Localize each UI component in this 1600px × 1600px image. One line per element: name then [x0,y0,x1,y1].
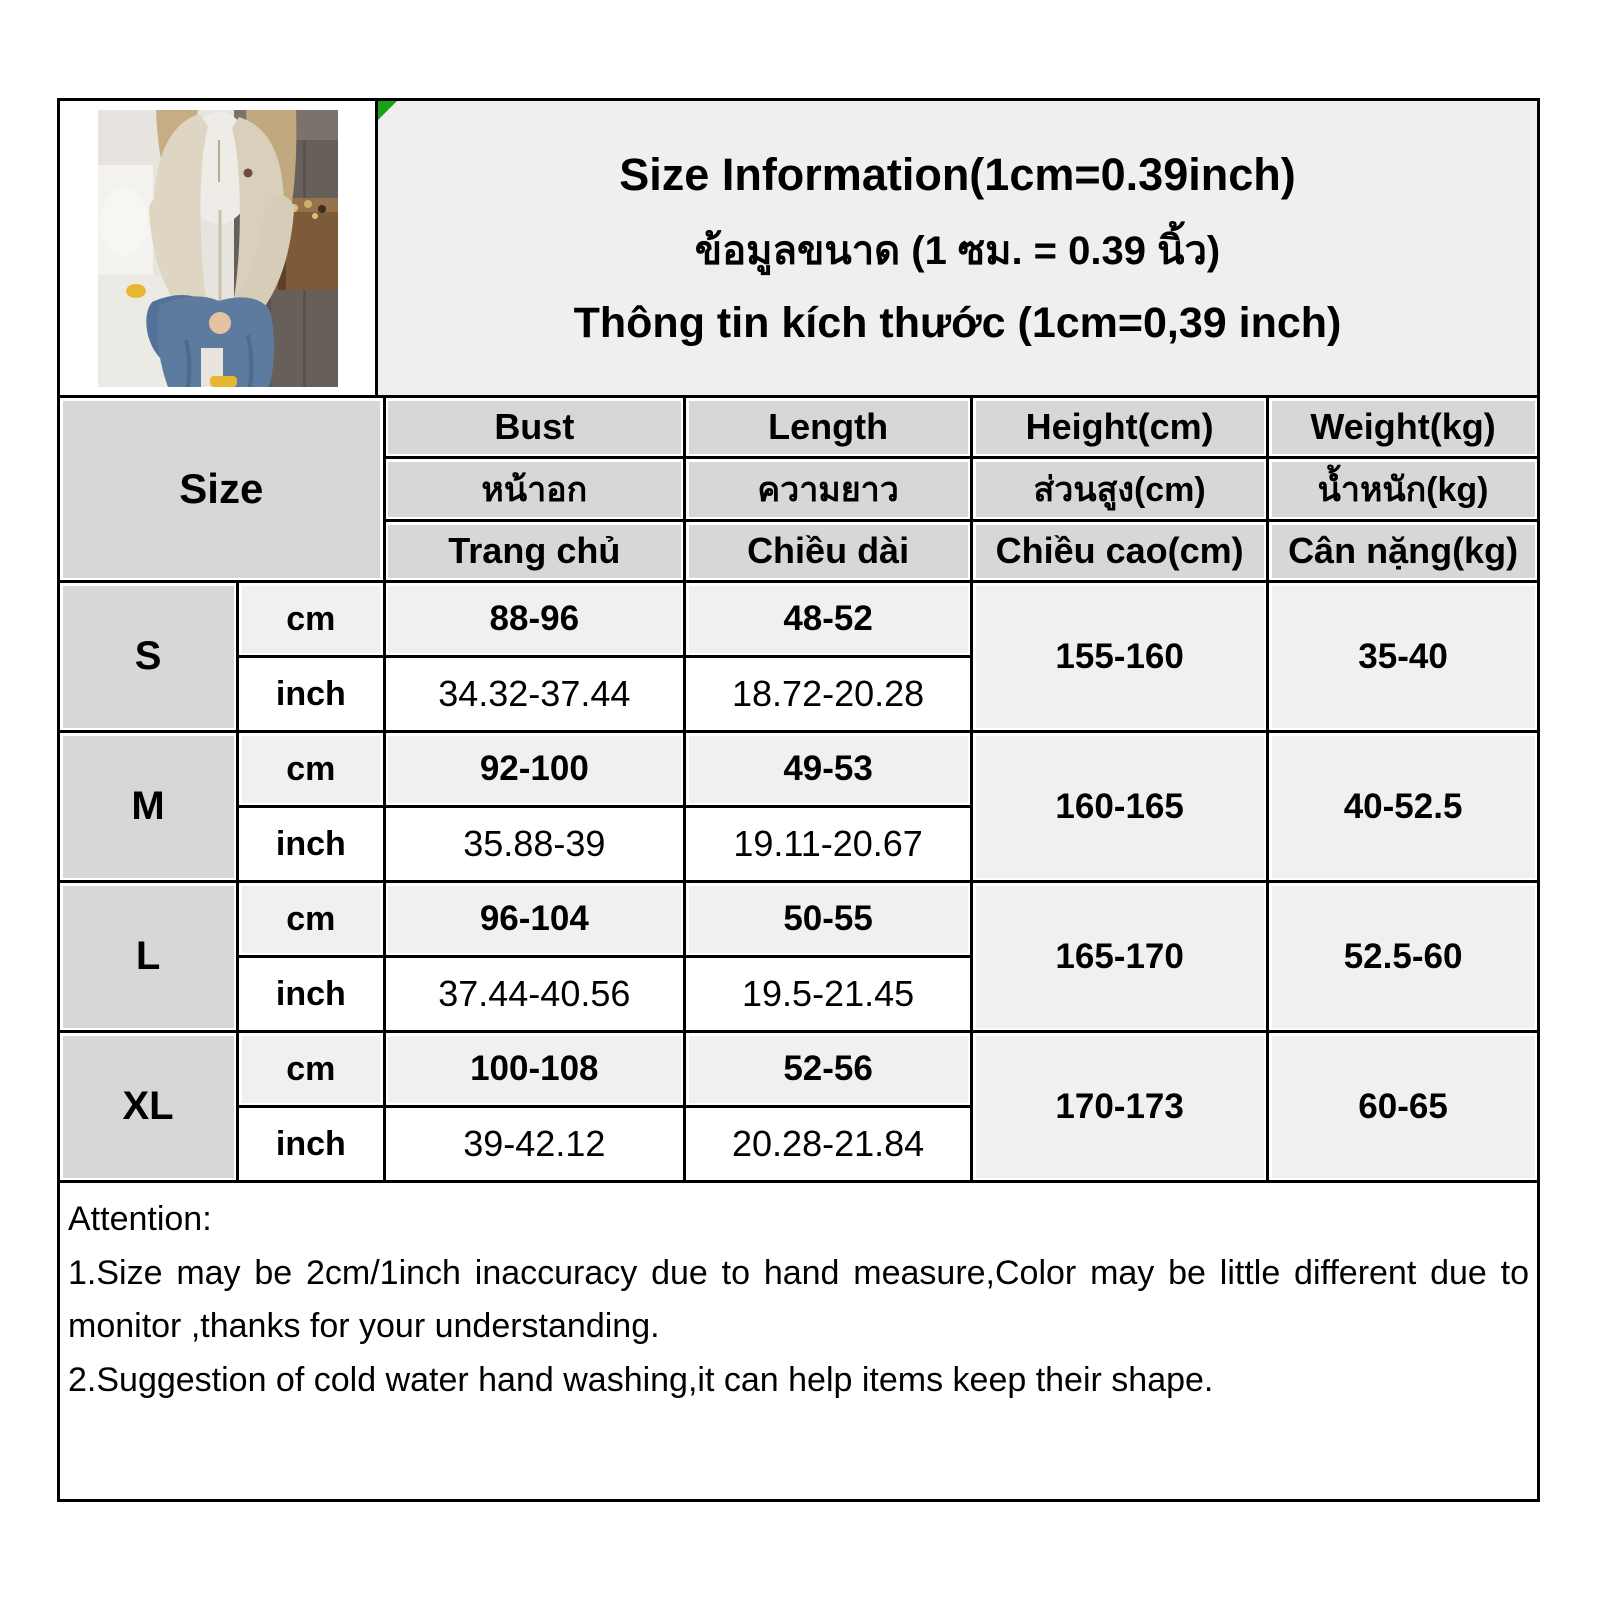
title-english: Size Information(1cm=0.39inch) [619,148,1296,200]
unit-cell: inch [238,657,385,732]
value-cell: 165-170 [972,882,1268,1032]
size-cell-xl: XL [59,1032,238,1182]
title-panel [378,101,1537,395]
value-cell: 50-55 [685,882,972,957]
attention-note-1: 1.Size may be 2cm/1inch inaccuracy due to hand measure,Color may be little different due to monitor ,thanks for your understanding. [68,1253,1529,1346]
value-cell: 48-52 [685,582,972,657]
value-cell: 35.88-39 [384,807,684,882]
header-height-en: Height(cm) [972,397,1268,458]
size-chart-content [57,98,1540,1502]
value-cell: 35-40 [1268,582,1539,732]
top-section [57,98,1540,395]
value-cell: 19.5-21.45 [685,957,972,1032]
value-cell: 92-100 [384,732,684,807]
product-photo-cell [60,101,378,395]
size-cell-s: S [59,582,238,732]
unit-cell: cm [238,1032,385,1107]
unit-cell: cm [238,732,385,807]
header-bust-vi: Trang chủ [384,521,684,582]
unit-cell: cm [238,582,385,657]
size-cell-m: M [59,732,238,882]
header-length-th: ความยาว [685,458,972,521]
attention-heading: Attention: [68,1200,212,1238]
header-length-vi: Chiều dài [685,521,972,582]
unit-cell: inch [238,1107,385,1182]
value-cell: 96-104 [384,882,684,957]
value-cell: 60-65 [1268,1032,1539,1182]
unit-cell: cm [238,882,385,957]
header-weight-th: น้ำหนัก(kg) [1268,458,1539,521]
size-table [57,395,1540,1183]
attention-note-2: 2.Suggestion of cold water hand washing,it can help items keep their shape. [68,1361,1214,1400]
value-cell: 39-42.12 [384,1107,684,1182]
value-cell: 170-173 [972,1032,1268,1182]
value-cell: 155-160 [972,582,1268,732]
value-cell: 19.11-20.67 [685,807,972,882]
value-cell: 52-56 [685,1032,972,1107]
value-cell: 18.72-20.28 [685,657,972,732]
value-cell: 40-52.5 [1268,732,1539,882]
title-vietnamese: Thông tin kích thước (1cm=0,39 inch) [573,298,1342,347]
header-size: Size [59,397,385,582]
corner-marker-icon [378,101,397,120]
value-cell: 160-165 [972,732,1268,882]
unit-cell: inch [238,807,385,882]
value-cell: 49-53 [685,732,972,807]
value-cell: 52.5-60 [1268,882,1539,1032]
header-bust-th: หน้าอก [384,458,684,521]
header-weight-vi: Cân nặng(kg) [1268,521,1539,582]
header-length-en: Length [685,397,972,458]
title-thai: ข้อมูลขนาด (1 ซม. = 0.39 นิ้ว) [694,228,1221,273]
attention-section [57,1183,1540,1502]
value-cell: 37.44-40.56 [384,957,684,1032]
value-cell: 20.28-21.84 [685,1107,972,1182]
header-height-th: ส่วนสูง(cm) [972,458,1268,521]
header-bust-en: Bust [384,397,684,458]
product-photo [98,110,338,387]
header-weight-en: Weight(kg) [1268,397,1539,458]
unit-cell: inch [238,957,385,1032]
value-cell: 88-96 [384,582,684,657]
header-height-vi: Chiều cao(cm) [972,521,1268,582]
size-cell-l: L [59,882,238,1032]
value-cell: 100-108 [384,1032,684,1107]
value-cell: 34.32-37.44 [384,657,684,732]
